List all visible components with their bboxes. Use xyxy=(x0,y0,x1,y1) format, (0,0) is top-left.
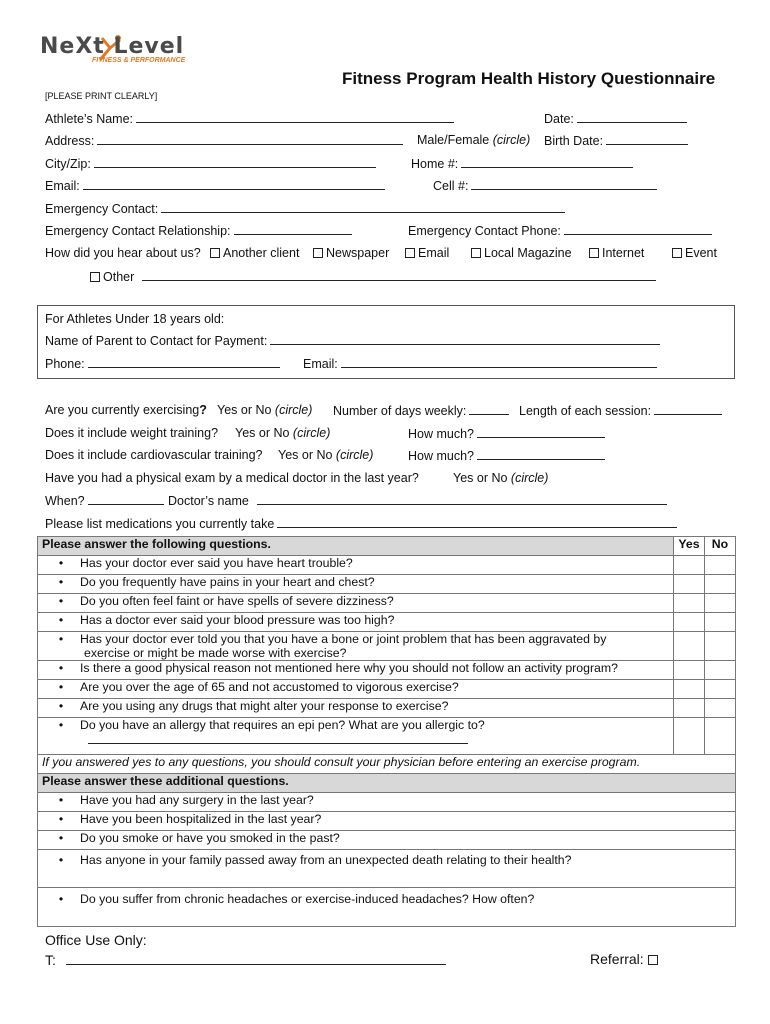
minors-heading: For Athletes Under 18 years old: xyxy=(45,312,225,326)
sex-field[interactable] xyxy=(417,133,530,147)
exercising-question xyxy=(45,403,207,417)
question-text: Have you been hospitalized in the last year? xyxy=(80,812,322,826)
table-row xyxy=(38,831,736,850)
yes-cell[interactable] xyxy=(674,661,705,680)
emergency-contact-field[interactable] xyxy=(45,201,565,216)
question-text: Has a doctor ever said your blood pressure was too high? xyxy=(80,613,395,627)
birth-date-field[interactable] xyxy=(544,133,688,148)
weight-how-much-field[interactable] xyxy=(408,426,605,441)
table-row xyxy=(38,812,736,831)
checkbox-icon[interactable] xyxy=(90,272,100,282)
yes-no-label: Yes or No xyxy=(235,426,290,440)
table-row[interactable] xyxy=(38,850,736,888)
table-row[interactable] xyxy=(38,888,736,927)
option-newspaper[interactable] xyxy=(313,246,389,260)
date-field[interactable] xyxy=(544,111,687,126)
bullet: • xyxy=(58,718,64,732)
option-email[interactable] xyxy=(405,246,449,260)
parent-email-label: Email: xyxy=(303,357,338,371)
no-cell[interactable] xyxy=(705,575,736,594)
option-label: Event xyxy=(685,246,717,260)
table-row xyxy=(38,699,736,718)
circle-note: (circle) xyxy=(274,403,313,417)
option-label: Email xyxy=(418,246,450,260)
referral-source-label: How did you hear about us? xyxy=(45,246,201,260)
checkbox-icon[interactable] xyxy=(648,955,658,965)
yes-cell[interactable] xyxy=(674,613,705,632)
no-cell[interactable] xyxy=(705,718,736,755)
office-t-label: T: xyxy=(45,952,56,968)
question-text-continued: exercise or might be made worse with exercise? xyxy=(84,646,347,660)
office-referral-label: Referral: xyxy=(590,951,644,967)
doctor-name-field[interactable] xyxy=(168,493,667,508)
weight-training-question: Does it include weight training? xyxy=(45,426,219,440)
table-row xyxy=(38,793,736,812)
yes-cell[interactable] xyxy=(674,632,705,661)
circle-note: (circle) xyxy=(335,448,374,462)
no-cell[interactable] xyxy=(705,699,736,718)
checkbox-icon[interactable] xyxy=(672,248,682,258)
option-label: Newspaper xyxy=(326,246,390,260)
birth-date-label: Birth Date: xyxy=(544,134,604,148)
table-row xyxy=(38,680,736,699)
table-header: Please answer the following questions. xyxy=(38,537,674,556)
print-note: [PLEASE PRINT CLEARLY] xyxy=(45,91,158,101)
table-row xyxy=(38,575,736,594)
no-cell[interactable] xyxy=(705,632,736,661)
question-text: Do you suffer from chronic headaches or exercise-induced headaches? How often? xyxy=(80,892,535,906)
question-text: Has anyone in your family passed away from an unexpected death relating to their health? xyxy=(80,853,572,867)
yes-no-label: Yes or No xyxy=(453,471,508,485)
table-row xyxy=(38,661,736,680)
exercising-answer[interactable] xyxy=(217,403,312,417)
question-text: Is there a good physical reason not mentioned here why you should not follow an activity program? xyxy=(80,661,618,675)
bullet: • xyxy=(58,613,64,627)
question-text: Have you had any surgery in the last year? xyxy=(80,793,314,807)
bullet: • xyxy=(58,680,64,694)
session-length-label: Length of each session: xyxy=(519,404,652,418)
athlete-name-label: Athlete’s Name: xyxy=(45,112,134,126)
bullet: • xyxy=(58,556,64,570)
physical-exam-answer[interactable] xyxy=(453,471,548,485)
option-label: Another client xyxy=(223,246,300,260)
yes-no-label: Yes or No xyxy=(217,403,272,417)
question-text: Do you often feel faint or have spells of severe dizziness? xyxy=(80,594,394,608)
question-text: Do you smoke or have you smoked in the past? xyxy=(80,831,340,845)
logo xyxy=(40,34,184,66)
bullet: • xyxy=(58,594,64,608)
doctor-name-label: Doctor’s name xyxy=(168,494,249,508)
yes-cell[interactable] xyxy=(674,594,705,613)
email-field[interactable] xyxy=(45,178,385,193)
additional-header: Please answer these additional questions. xyxy=(38,774,736,793)
checkbox-icon[interactable] xyxy=(471,248,481,258)
emergency-phone-label: Emergency Contact Phone: xyxy=(408,224,561,238)
physical-exam-question: Have you had a physical exam by a medical doctor in the last year? xyxy=(45,471,419,485)
checkbox-icon[interactable] xyxy=(313,248,323,258)
checkbox-icon[interactable] xyxy=(589,248,599,258)
option-label: Internet xyxy=(602,246,645,260)
yes-column-header: Yes xyxy=(674,537,705,556)
office-t-field[interactable] xyxy=(45,951,446,968)
city-zip-label: City/Zip: xyxy=(45,157,91,171)
parent-phone-field[interactable] xyxy=(45,356,280,371)
bullet: • xyxy=(58,793,64,807)
exam-when-label: When? xyxy=(45,494,85,508)
no-cell[interactable] xyxy=(705,613,736,632)
no-cell[interactable] xyxy=(705,661,736,680)
no-cell[interactable] xyxy=(705,594,736,613)
note-row xyxy=(38,755,736,774)
home-phone-label: Home #: xyxy=(411,157,459,171)
address-label: Address: xyxy=(45,134,95,148)
how-much-label: How much? xyxy=(408,427,474,441)
yes-cell[interactable] xyxy=(674,699,705,718)
cardio-answer[interactable] xyxy=(278,448,373,462)
emergency-contact-label: Emergency Contact: xyxy=(45,202,159,216)
page-title: Fitness Program Health History Questionnaire xyxy=(342,69,716,88)
option-another-client[interactable] xyxy=(210,246,299,260)
bullet: • xyxy=(58,699,64,713)
sex-circle-note: (circle) xyxy=(492,133,531,147)
checkbox-icon[interactable] xyxy=(405,248,415,258)
exam-when-field[interactable] xyxy=(45,493,164,508)
option-label: Local Magazine xyxy=(484,246,572,260)
office-use-heading: Office Use Only: xyxy=(45,932,147,948)
bullet: • xyxy=(58,661,64,675)
home-phone-field[interactable] xyxy=(411,156,633,171)
option-local-magazine[interactable] xyxy=(471,246,572,260)
bullet: • xyxy=(58,831,64,845)
cell-phone-label: Cell #: xyxy=(433,179,469,193)
question-text: Has your doctor ever said you have heart trouble? xyxy=(80,556,353,570)
medications-field[interactable] xyxy=(45,516,677,531)
bullet: • xyxy=(58,892,64,906)
yes-no-label: Yes or No xyxy=(278,448,333,462)
weight-training-answer[interactable] xyxy=(235,426,330,440)
consult-note: If you answered yes to any questions, you should consult your physician before entering an exercise program. xyxy=(38,755,736,774)
parent-email-field[interactable] xyxy=(303,356,657,371)
city-zip-field[interactable] xyxy=(45,156,376,171)
no-cell[interactable] xyxy=(705,556,736,575)
parent-phone-label: Phone: xyxy=(45,357,85,371)
exercising-label: Are you currently exercising xyxy=(45,403,200,417)
question-text: Do you frequently have pains in your heart and chest? xyxy=(80,575,375,589)
emergency-relationship-field[interactable] xyxy=(45,223,352,238)
bullet: • xyxy=(58,632,64,646)
address-field[interactable] xyxy=(45,133,403,148)
cardio-question: Does it include cardiovascular training? xyxy=(45,448,263,462)
yes-cell[interactable] xyxy=(674,718,705,755)
bullet: • xyxy=(58,575,64,589)
question-text: Are you using any drugs that might alter your response to exercise? xyxy=(80,699,449,713)
bullet: • xyxy=(58,812,64,826)
date-label: Date: xyxy=(544,112,574,126)
sex-label: Male/Female xyxy=(417,133,490,147)
circle-note: (circle) xyxy=(292,426,331,440)
days-weekly-field[interactable] xyxy=(333,403,509,418)
table-row xyxy=(38,613,736,632)
emergency-phone-field[interactable] xyxy=(408,223,712,238)
no-column-header: No xyxy=(705,537,736,556)
option-internet[interactable] xyxy=(589,246,644,260)
office-referral[interactable] xyxy=(590,951,661,967)
yes-cell[interactable] xyxy=(674,556,705,575)
parent-name-label: Name of Parent to Contact for Payment: xyxy=(45,334,268,348)
email-label: Email: xyxy=(45,179,80,193)
logo-tagline: FITNESS & PERFORMANCE xyxy=(92,57,186,64)
how-much-label: How much? xyxy=(408,449,474,463)
table-header-row xyxy=(38,537,736,556)
yes-cell[interactable] xyxy=(674,575,705,594)
health-questions-table xyxy=(37,536,736,927)
table-row xyxy=(38,594,736,613)
circle-note: (circle) xyxy=(510,471,549,485)
cell-phone-field[interactable] xyxy=(433,178,657,193)
no-cell[interactable] xyxy=(705,680,736,699)
exercising-mark: ? xyxy=(199,403,207,417)
yes-cell[interactable] xyxy=(674,680,705,699)
emergency-relationship-label: Emergency Contact Relationship: xyxy=(45,224,231,238)
table-row xyxy=(38,632,736,661)
bullet: • xyxy=(58,853,64,867)
medications-label: Please list medications you currently take xyxy=(45,517,275,531)
days-weekly-label: Number of days weekly: xyxy=(333,404,467,418)
athlete-name-field[interactable] xyxy=(45,111,454,126)
question-text: Do you have an allergy that requires an epi pen? What are you allergic to? xyxy=(80,718,485,732)
cardio-how-much-field[interactable] xyxy=(408,448,605,463)
parent-name-field[interactable] xyxy=(45,333,660,348)
question-text: Are you over the age of 65 and not accustomed to vigorous exercise? xyxy=(80,680,459,694)
option-label: Other xyxy=(103,270,135,284)
allergy-answer-field[interactable] xyxy=(88,732,468,744)
additional-header-row xyxy=(38,774,736,793)
logo-wordmark: NeXt Level xyxy=(40,34,185,59)
question-text: Has your doctor ever told you that you have a bone or joint problem that has been aggravated by xyxy=(80,632,607,646)
table-row xyxy=(38,556,736,575)
session-length-field[interactable] xyxy=(519,403,722,418)
checkbox-icon[interactable] xyxy=(210,248,220,258)
table-row xyxy=(38,718,736,755)
option-other[interactable] xyxy=(90,269,656,284)
option-event[interactable] xyxy=(672,246,717,260)
